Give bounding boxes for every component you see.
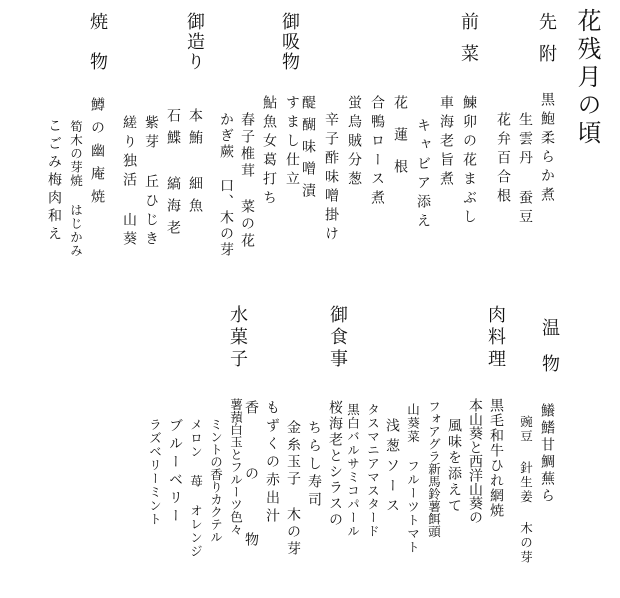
menu-item: 蛍烏賊分葱 bbox=[346, 95, 362, 190]
menu-item: 浅葱ソース bbox=[384, 418, 400, 518]
menu-item: 花弁百合根 bbox=[495, 112, 511, 207]
section-heading-yakimono: 焼物 bbox=[87, 12, 108, 92]
menu-item: フォアグラ新馬鈴薯餌頭 bbox=[426, 400, 442, 538]
menu-item: 鱒の幽庵焼 bbox=[89, 97, 105, 212]
menu-item: 山葵菜 フルーツトマト bbox=[405, 403, 421, 554]
menu-item: すまし仕立 bbox=[284, 95, 300, 190]
menu-title: 花残月の頃 bbox=[573, 8, 601, 148]
menu-item: 筍木の芽焼 はじかみ bbox=[68, 120, 84, 258]
section-heading-mizugashi: 水菓子 bbox=[227, 305, 248, 371]
menu-item: 石鰈 縞海老 bbox=[165, 108, 181, 242]
section-heading-osuimono: 御吸物 bbox=[279, 12, 300, 72]
menu-item: 本山葵と西洋山葵の bbox=[467, 398, 483, 524]
menu-item: ブルーベリー bbox=[167, 418, 183, 526]
menu-item: ちらし寿司 bbox=[306, 420, 322, 510]
menu-item: ミントの香りカクテル bbox=[208, 418, 224, 543]
menu-item: 縒り独活 山葵 bbox=[121, 115, 137, 250]
section-heading-sakizuke: 先附 bbox=[536, 12, 557, 76]
menu-item: 鮎魚女葛打ち bbox=[261, 95, 277, 209]
menu-item: 鰊卯の花まぶし bbox=[461, 95, 477, 228]
menu-item: 花蓮根 bbox=[392, 95, 408, 191]
menu-item: 黒毛和牛ひれ網焼 bbox=[488, 398, 504, 518]
menu-item: 黒鮑柔らか煮 bbox=[539, 92, 555, 206]
menu-item: 本鮪 細魚 bbox=[187, 108, 203, 220]
menu-item: キャビア添え bbox=[415, 118, 431, 232]
menu-item: 鱶鰭甘鯛蕪ら bbox=[539, 403, 555, 505]
menu-item: メロン 苺 オレンジ bbox=[188, 418, 204, 558]
menu-item: タスマニアマスタード bbox=[365, 403, 381, 538]
menu-item: 薯蕷白玉とフルーツ色々 bbox=[228, 398, 244, 536]
menu-item: 生雲丹 蚕豆 bbox=[517, 112, 533, 228]
section-heading-zensai: 前菜 bbox=[458, 12, 479, 76]
menu-item: 春子椎茸 菜の花 bbox=[239, 112, 255, 250]
menu-item: 合鴨ロース煮 bbox=[369, 95, 385, 209]
menu-item: 桜海老とシラスの bbox=[327, 400, 343, 528]
menu-item: 香の物 bbox=[243, 400, 259, 598]
section-heading-onmono: 温物 bbox=[539, 318, 560, 390]
menu-item: 豌豆 針生姜 木の芽 bbox=[518, 415, 534, 565]
menu-item: こごみ梅肉和え bbox=[46, 118, 62, 244]
menu-item: ラズベリーミント bbox=[147, 418, 163, 526]
menu-item: かぎ蕨 口、木の芽 bbox=[218, 112, 234, 258]
menu-item: 醍醐味噌漬 bbox=[300, 95, 316, 205]
menu-item: 黒白バルサミコパール bbox=[345, 403, 361, 538]
menu-item: もずくの赤出汁 bbox=[264, 400, 280, 526]
menu-item: 金糸玉子 木の芽 bbox=[285, 420, 301, 558]
menu-item: 辛子酢味噌掛け bbox=[323, 112, 339, 245]
section-heading-shokuji: 御食事 bbox=[327, 305, 348, 371]
section-heading-niku: 肉料理 bbox=[485, 305, 506, 371]
menu-item: 車海老旨煮 bbox=[438, 95, 454, 190]
section-heading-otsukuri: 御造り bbox=[184, 12, 205, 72]
menu-item: 紫芽 丘ひじき bbox=[143, 115, 159, 250]
menu-item: 風味を添えて bbox=[446, 418, 462, 514]
